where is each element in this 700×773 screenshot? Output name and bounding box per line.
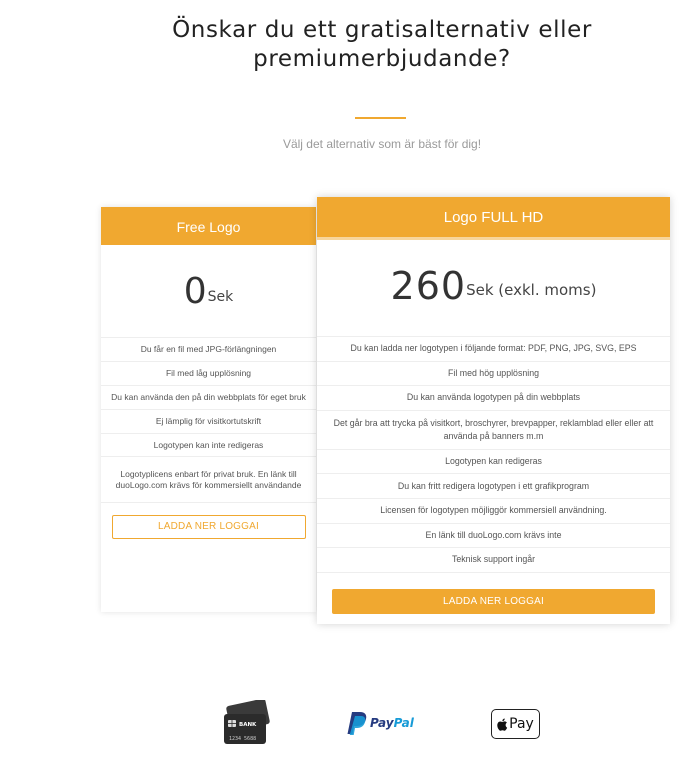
feature-item: Det går bra att trycka på visitkort, broschyrer, brevpapper, reklamblad eller eller att använda på banners m.m (317, 411, 670, 450)
page-title-line-1: Önskar du ett gratisalternativ eller (172, 17, 592, 43)
feature-item: Logotyplicens enbart för privat bruk. En länk till duoLogo.com krävs för kommersiellt användande (101, 457, 316, 503)
feature-item: Du kan använda logotypen på din webbplats (317, 386, 670, 411)
paypal-text-pay: Pay (370, 716, 394, 730)
plan-price (101, 245, 316, 338)
feature-item: Fil med låg upplösning (101, 362, 316, 386)
feature-item: Du kan använda den på din webbplats för eget bruk (101, 386, 316, 410)
plan-price (317, 240, 670, 337)
price-unit: Sek (exkl. moms) (466, 281, 597, 299)
apple-pay-logo (491, 709, 540, 739)
feature-item: Ej lämplig för visitkortutskrift (101, 410, 316, 434)
plan-card-free (101, 207, 316, 612)
price-value: 0 (183, 271, 208, 312)
price-value: 260 (390, 264, 467, 308)
feature-list (101, 338, 316, 503)
download-full-hd-button[interactable]: LADDA NER LOGGAI (332, 589, 655, 614)
plan-name: Free Logo (101, 207, 316, 245)
plan-name: Logo FULL HD (317, 197, 670, 240)
plan-card-full-hd (317, 197, 670, 624)
feature-item: Fil med hög upplösning (317, 362, 670, 387)
feature-item: Licensen för logotypen möjliggör kommersiell användning. (317, 499, 670, 524)
price-unit: Sek (207, 288, 234, 305)
card-number: 1234 5688 (229, 736, 257, 742)
feature-item: Du får en fil med JPG-förlängningen (101, 338, 316, 362)
feature-list (317, 337, 670, 573)
page-title-line-2: premiumerbjudande? (253, 46, 511, 72)
paypal-text-pal: Pal (393, 716, 414, 730)
page-subtitle: Välj det alternativ som är bäst för dig! (282, 137, 482, 151)
feature-item: En länk till duoLogo.com krävs inte (317, 524, 670, 549)
feature-item: Logotypen kan redigeras (317, 450, 670, 475)
title-divider (355, 117, 406, 119)
feature-item: Du kan ladda ner logotypen i följande format: PDF, PNG, JPG, SVG, EPS (317, 337, 670, 362)
credit-card-icon (222, 700, 270, 752)
payment-methods (0, 700, 700, 750)
apple-icon (497, 718, 508, 731)
paypal-icon (346, 710, 368, 736)
apple-pay-text: Pay (509, 716, 534, 732)
card-bank-label: BANK (239, 722, 257, 728)
download-free-button[interactable]: LADDA NER LOGGAI (112, 515, 306, 539)
paypal-logo (346, 710, 414, 736)
feature-item: Du kan fritt redigera logotypen i ett grafikprogram (317, 474, 670, 499)
page-title (0, 16, 700, 74)
feature-item: Logotypen kan inte redigeras (101, 434, 316, 458)
feature-item: Teknisk support ingår (317, 548, 670, 573)
